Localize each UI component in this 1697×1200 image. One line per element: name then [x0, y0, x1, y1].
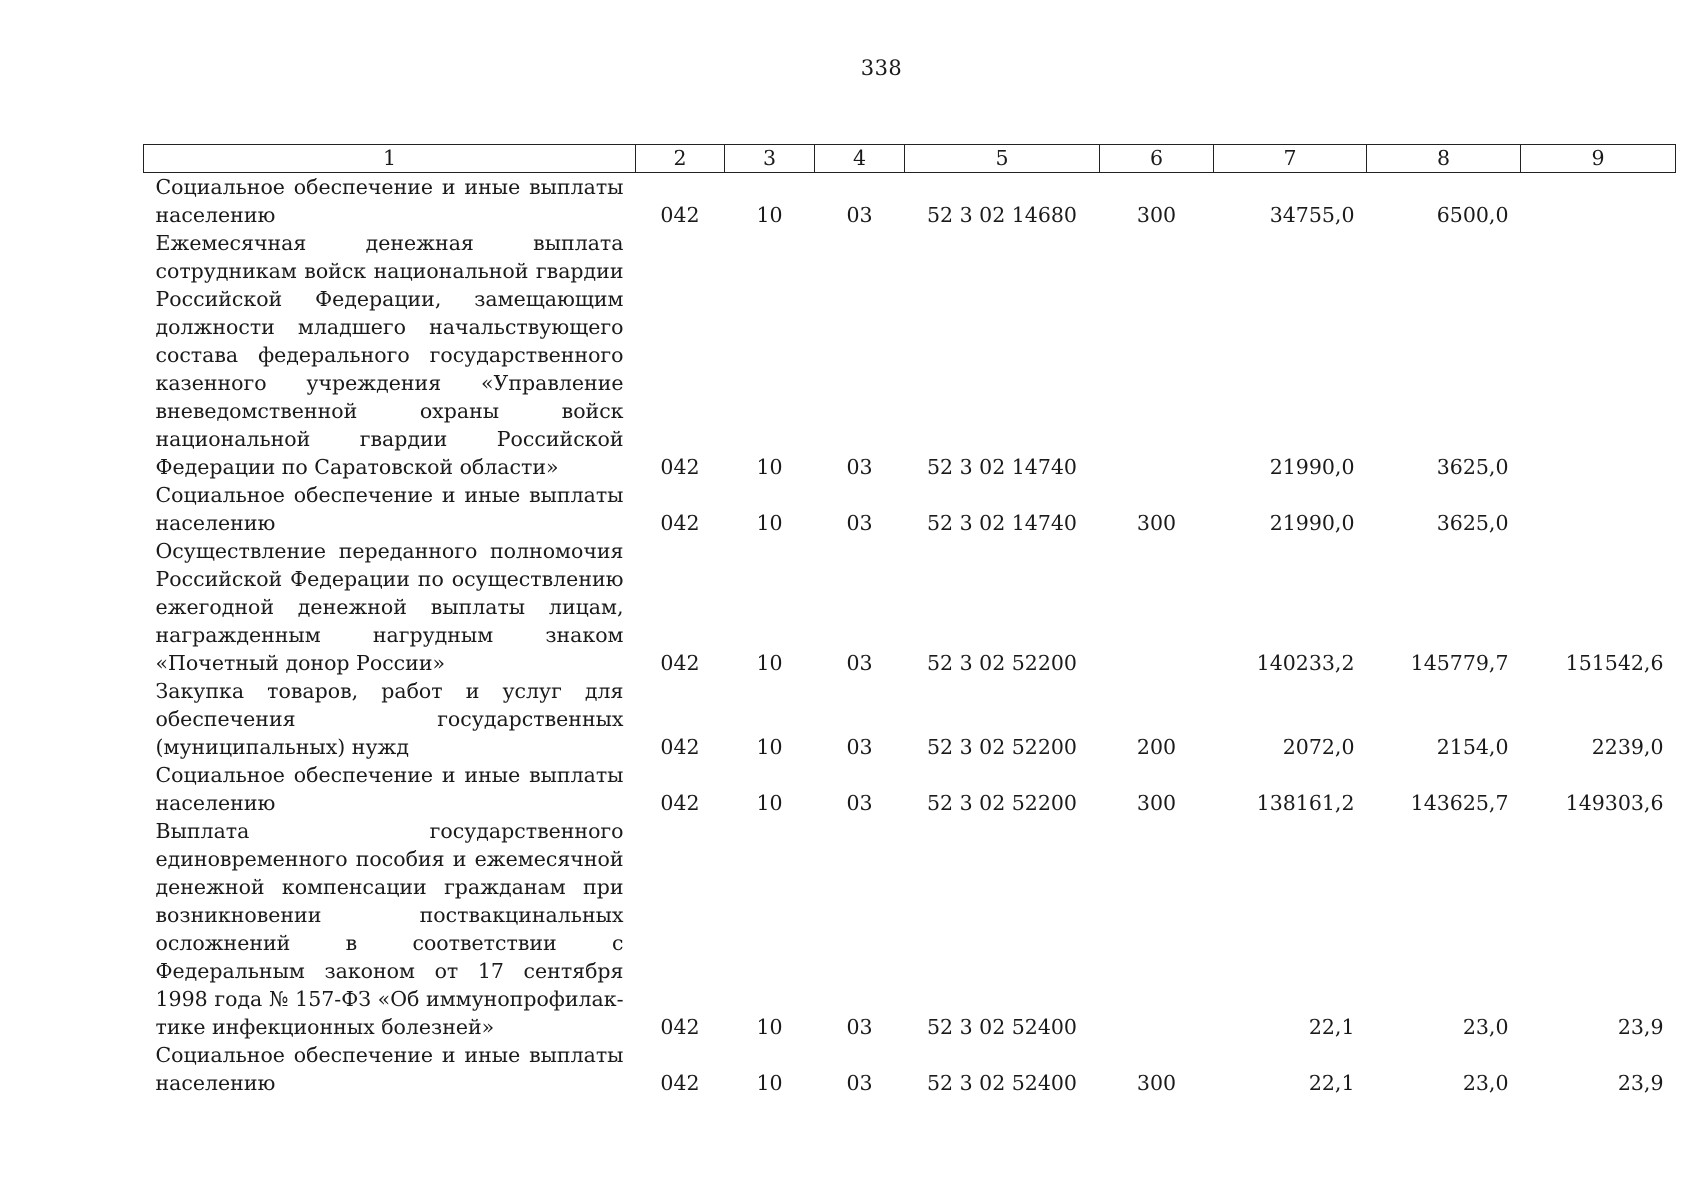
row-target-code: 52 3 02 14740 [927, 511, 1077, 535]
row-value-col9 [1521, 173, 1676, 230]
row-value-col9 [1521, 229, 1676, 481]
row-subsection-code: 03 [846, 735, 873, 759]
row-section-code: 10 [756, 1015, 783, 1039]
row-subsection-code: 03 [846, 1071, 873, 1095]
row-name: Ежемесячная денежная выплата сотрудникам войск национальной гвардии Российской Федерации, замещающим должности младшего начальствующего состава федерального государственного казенного учреждения «Управление вневедомственной охраны войск национальной гвардии Российской Федерации по Саратовской области» [155, 231, 624, 479]
row-ministry-code: 042 [660, 203, 700, 227]
row-value-col9: 23,9 [1617, 1015, 1664, 1039]
table-row [144, 173, 1676, 230]
row-subsection-code: 03 [846, 203, 873, 227]
row-name: Выплата государственного единовременного пособия и ежемесячной денежной компенсации гражданам при возникновении поствакцинальных осложнений в соответствии с Федеральным законом от 17 сентября 1998 года № 157-ФЗ «Об иммунопрофилактике инфекционных болезней» [155, 819, 624, 1039]
row-ministry-code: 042 [660, 511, 700, 535]
table-row [144, 537, 1676, 677]
table-row [144, 677, 1676, 761]
row-subsection-code: 03 [846, 651, 873, 675]
row-value-col7: 21990,0 [1269, 511, 1355, 535]
row-expense-type: 300 [1136, 203, 1177, 227]
column-header-4: 4 [815, 145, 905, 173]
row-target-code: 52 3 02 52200 [927, 791, 1077, 815]
row-section-code: 10 [756, 791, 783, 815]
row-ministry-code: 042 [660, 791, 700, 815]
row-name: Осуществление переданного полномочия Российской Федерации по осуществлению ежегодной денежной выплаты лицам, награжденным нагрудным знаком «Почетный донор России» [155, 539, 624, 675]
row-value-col9: 151542,6 [1565, 651, 1664, 675]
row-value-col8: 143625,7 [1410, 791, 1509, 815]
table-row [144, 1041, 1676, 1097]
row-expense-type [1100, 229, 1214, 481]
row-target-code: 52 3 02 14680 [927, 203, 1077, 227]
row-target-code: 52 3 02 52400 [927, 1015, 1077, 1039]
row-ministry-code: 042 [660, 735, 700, 759]
row-value-col8: 145779,7 [1410, 651, 1509, 675]
row-section-code: 10 [756, 203, 783, 227]
column-header-6: 6 [1100, 145, 1214, 173]
row-subsection-code: 03 [846, 455, 873, 479]
row-value-col7: 22,1 [1308, 1071, 1355, 1095]
row-value-col8: 23,0 [1462, 1071, 1509, 1095]
row-target-code: 52 3 02 14740 [927, 455, 1077, 479]
row-target-code: 52 3 02 52200 [927, 651, 1077, 675]
budget-table [143, 144, 1676, 1097]
column-header-3: 3 [725, 145, 815, 173]
row-value-col8: 6500,0 [1436, 203, 1509, 227]
column-header-7: 7 [1214, 145, 1367, 173]
row-name: Социальное обеспечение и иные выплаты населению [155, 763, 624, 815]
page-number: 338 [860, 56, 903, 80]
row-expense-type: 300 [1136, 791, 1177, 815]
row-ministry-code: 042 [660, 455, 700, 479]
column-header-8: 8 [1367, 145, 1521, 173]
row-section-code: 10 [756, 651, 783, 675]
row-section-code: 10 [756, 455, 783, 479]
row-value-col7: 21990,0 [1269, 455, 1355, 479]
row-section-code: 10 [756, 511, 783, 535]
column-header-9: 9 [1521, 145, 1676, 173]
row-value-col9 [1521, 481, 1676, 537]
row-subsection-code: 03 [846, 511, 873, 535]
row-expense-type: 200 [1136, 735, 1177, 759]
row-value-col7: 138161,2 [1256, 791, 1355, 815]
row-ministry-code: 042 [660, 651, 700, 675]
row-name: Социальное обеспечение и иные выплаты населению [155, 175, 624, 227]
row-value-col9: 149303,6 [1565, 791, 1664, 815]
row-value-col8: 3625,0 [1436, 511, 1509, 535]
row-name: Социальное обеспечение и иные выплаты населению [155, 1043, 624, 1095]
row-section-code: 10 [756, 735, 783, 759]
row-subsection-code: 03 [846, 1015, 873, 1039]
row-expense-type: 300 [1136, 511, 1177, 535]
column-header-5: 5 [905, 145, 1100, 173]
row-name: Закупка товаров, работ и услуг для обеспечения государственных (муниципальных) нужд [155, 679, 624, 759]
table-header-row [144, 145, 1676, 173]
column-header-1: 1 [144, 145, 636, 173]
row-value-col7: 140233,2 [1256, 651, 1355, 675]
row-value-col7: 22,1 [1308, 1015, 1355, 1039]
row-target-code: 52 3 02 52400 [927, 1071, 1077, 1095]
table-row [144, 817, 1676, 1041]
row-ministry-code: 042 [660, 1015, 700, 1039]
row-ministry-code: 042 [660, 1071, 700, 1095]
row-value-col8: 3625,0 [1436, 455, 1509, 479]
row-value-col9: 2239,0 [1591, 735, 1664, 759]
row-value-col8: 23,0 [1462, 1015, 1509, 1039]
row-expense-type: 300 [1136, 1071, 1177, 1095]
row-expense-type [1100, 817, 1214, 1041]
row-section-code: 10 [756, 1071, 783, 1095]
table-row [144, 481, 1676, 537]
table-row [144, 761, 1676, 817]
column-header-2: 2 [636, 145, 725, 173]
table-row [144, 229, 1676, 481]
row-value-col9: 23,9 [1617, 1071, 1664, 1095]
row-target-code: 52 3 02 52200 [927, 735, 1077, 759]
row-value-col7: 2072,0 [1282, 735, 1355, 759]
row-subsection-code: 03 [846, 791, 873, 815]
row-value-col8: 2154,0 [1436, 735, 1509, 759]
row-value-col7: 34755,0 [1269, 203, 1355, 227]
row-expense-type [1100, 537, 1214, 677]
row-name: Социальное обеспечение и иные выплаты населению [155, 483, 624, 535]
